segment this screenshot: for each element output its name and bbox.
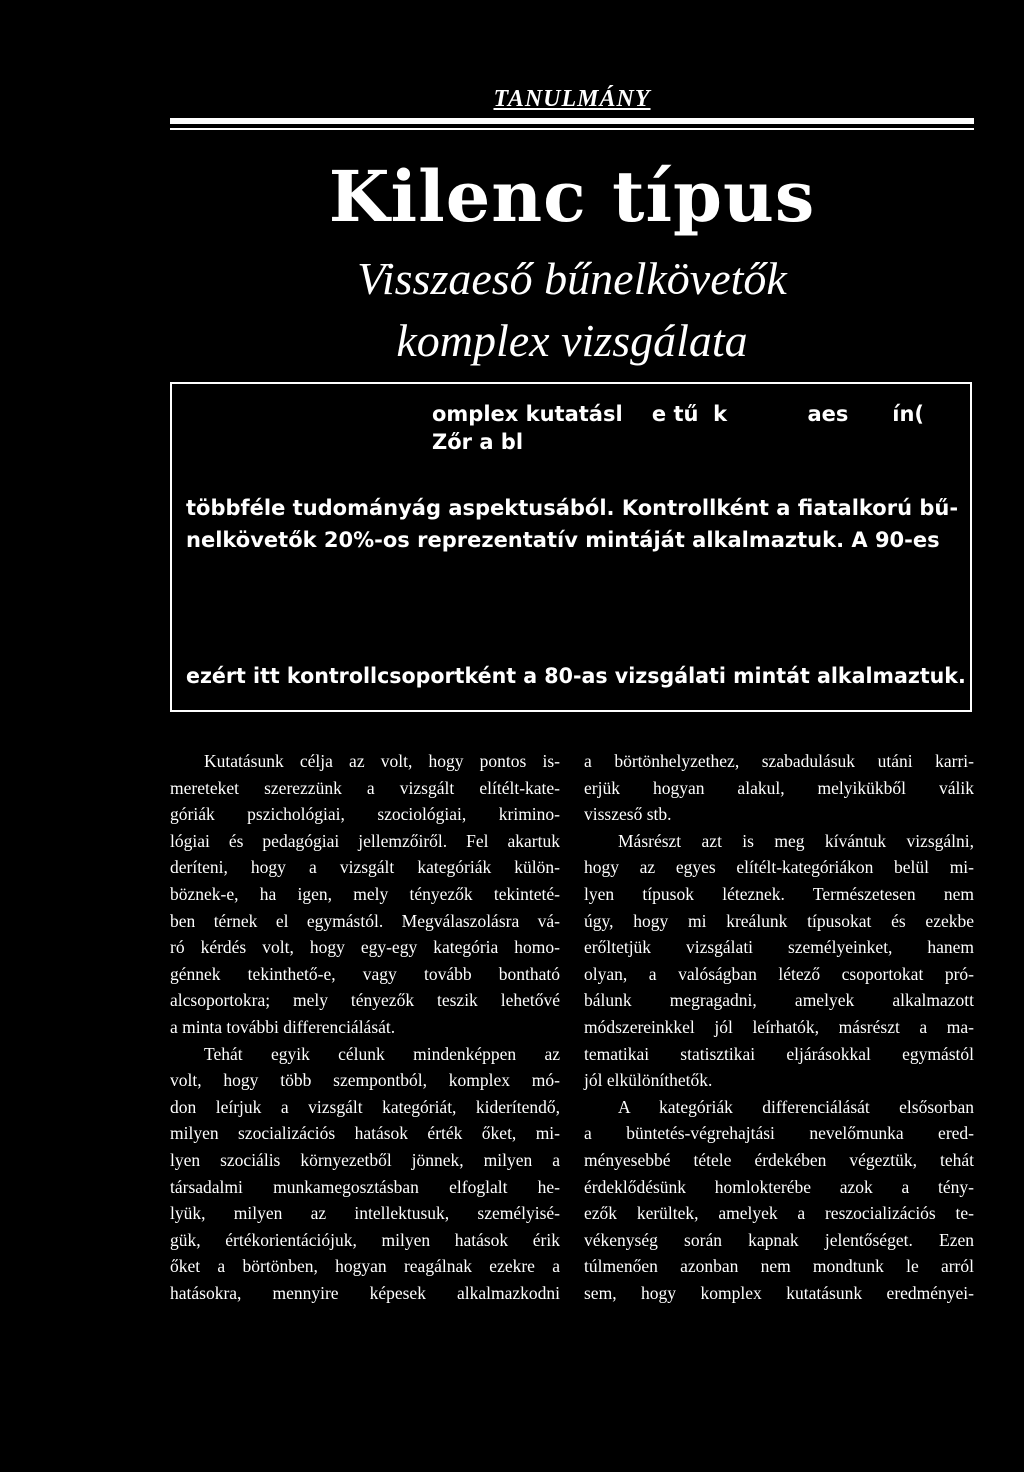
body-line: módszereinkkel jól leírhatók, másrészt a ma- <box>584 1016 974 1037</box>
body-line: milyen szocializációs hatások érték őket, mi- <box>170 1123 560 1144</box>
article-title: Kilenc típus <box>328 155 816 238</box>
body-line: mereteket szerezzünk a vizsgált elítélt-kate- <box>170 777 560 798</box>
body-line: jól elkülöníthetők. <box>584 1070 713 1091</box>
body-line: úgy, hogy mi kreálunk típusokat és ezekbe <box>584 910 974 931</box>
body-line: Másrészt azt is meg kívántuk vizsgálni, <box>618 830 974 851</box>
body-line: a büntetés-végrehajtási nevelőmunka ered- <box>584 1123 974 1144</box>
lead-line: omplex kutatásl e tű k aes ín( <box>432 402 924 426</box>
body-line: ben térnek el egymástól. Megválaszolásra vá- <box>170 910 560 931</box>
lead-line: többféle tudományág aspektusából. Kontrollként a fiatalkorú bű- <box>186 496 959 520</box>
body-line: erjük hogyan alakul, melyikükből válik <box>584 777 974 798</box>
body-line: erőltetjük vizsgálati személyeinket, hanem <box>584 937 974 958</box>
body-line: lyen szociális környezetből jönnek, milyen a <box>170 1149 560 1170</box>
body-line: lyük, milyen az intellektusuk, személyisé- <box>170 1203 560 1224</box>
body-line: vékenység során kapnak jelentőséget. Ezen <box>584 1229 974 1250</box>
body-line: tematikai statisztikai eljárásokkal egymástól <box>584 1043 974 1064</box>
body-line: a börtönhelyzethez, szabadulásuk utáni karri- <box>584 751 974 771</box>
body-line: hatásokra, mennyire képesek alkalmazkodni <box>170 1282 560 1303</box>
body-line: ezők kerültek, amelyek a reszocializációs te- <box>584 1203 974 1224</box>
body-column-right <box>584 748 974 1306</box>
body-line: Kutatásunk célja az volt, hogy pontos is- <box>204 751 560 771</box>
header-rule-thick <box>170 118 974 124</box>
body-line: alcsoportokra; mely tényezők teszik lehetővé <box>170 990 560 1011</box>
body-line: túlmenően azonban nem mondtunk le arról <box>584 1256 974 1277</box>
lead-line: nelkövetők 20%-os reprezentatív mintáját alkalmaztuk. A 90-es <box>186 528 940 552</box>
body-line: társadalmi munkamegosztásban elfoglalt he- <box>170 1176 560 1197</box>
body-line: ró kérdés volt, hogy egy-egy kategória homo- <box>170 937 560 958</box>
body-line: lógiai és pedagógiai jellemzőiről. Fel akartuk <box>170 830 560 851</box>
body-line: deríteni, hogy a vizsgált kategóriák külön- <box>170 857 560 878</box>
body-line: góriák pszichológiai, szociológiai, krimino- <box>170 804 560 825</box>
body-line: őket a börtönben, hogyan reagálnak ezekre a <box>170 1256 560 1277</box>
body-line: lyen típusok léteznek. Természetesen nem <box>584 883 974 904</box>
body-line: volt, hogy több szempontból, komplex mó- <box>170 1070 560 1091</box>
body-line: Tehát egyik célunk mindenképpen az <box>204 1043 560 1064</box>
body-line: sem, hogy komplex kutatásunk eredményei- <box>584 1282 974 1303</box>
article-subtitle-line-1: Visszaeső bűnelkövetők <box>357 253 787 304</box>
body-line: böznek-e, ha igen, mely tényezők tekinteté- <box>170 883 560 904</box>
body-line: olyan, a valóságban létező csoportokat pró- <box>584 963 974 984</box>
lead-line: Zőr a bl <box>432 430 524 454</box>
lead-line: ezért itt kontrollcsoportként a 80-as vizsgálati mintát alkalmaztuk. <box>186 664 966 688</box>
body-line: A kategóriák differenciálását elsősorban <box>618 1096 974 1117</box>
section-label: TANULMÁNY <box>493 86 651 112</box>
body-line: a minta további differenciálását. <box>170 1016 396 1037</box>
body-line: érdeklődésünk homlokterébe azok a tény- <box>584 1176 974 1197</box>
article-subtitle-line-2: komplex vizsgálata <box>396 315 748 366</box>
body-column-left <box>170 748 560 1306</box>
body-line: don leírjuk a vizsgált kategóriát, kiderítendő, <box>170 1096 560 1117</box>
body-line: bálunk megragadni, amelyek alkalmazott <box>584 990 974 1011</box>
body-line: hogy az egyes elítélt-kategóriákon belül mi- <box>584 857 974 878</box>
body-line: gük, értékorientációjuk, milyen hatások érik <box>170 1229 560 1250</box>
body-line: ményesebbé tétele érdekében végeztük, tehát <box>584 1149 974 1170</box>
body-line: génnek tekinthető-e, vagy tovább bontható <box>170 963 560 984</box>
body-line: visszeső stb. <box>584 804 672 825</box>
header-rule-thin <box>170 128 974 130</box>
